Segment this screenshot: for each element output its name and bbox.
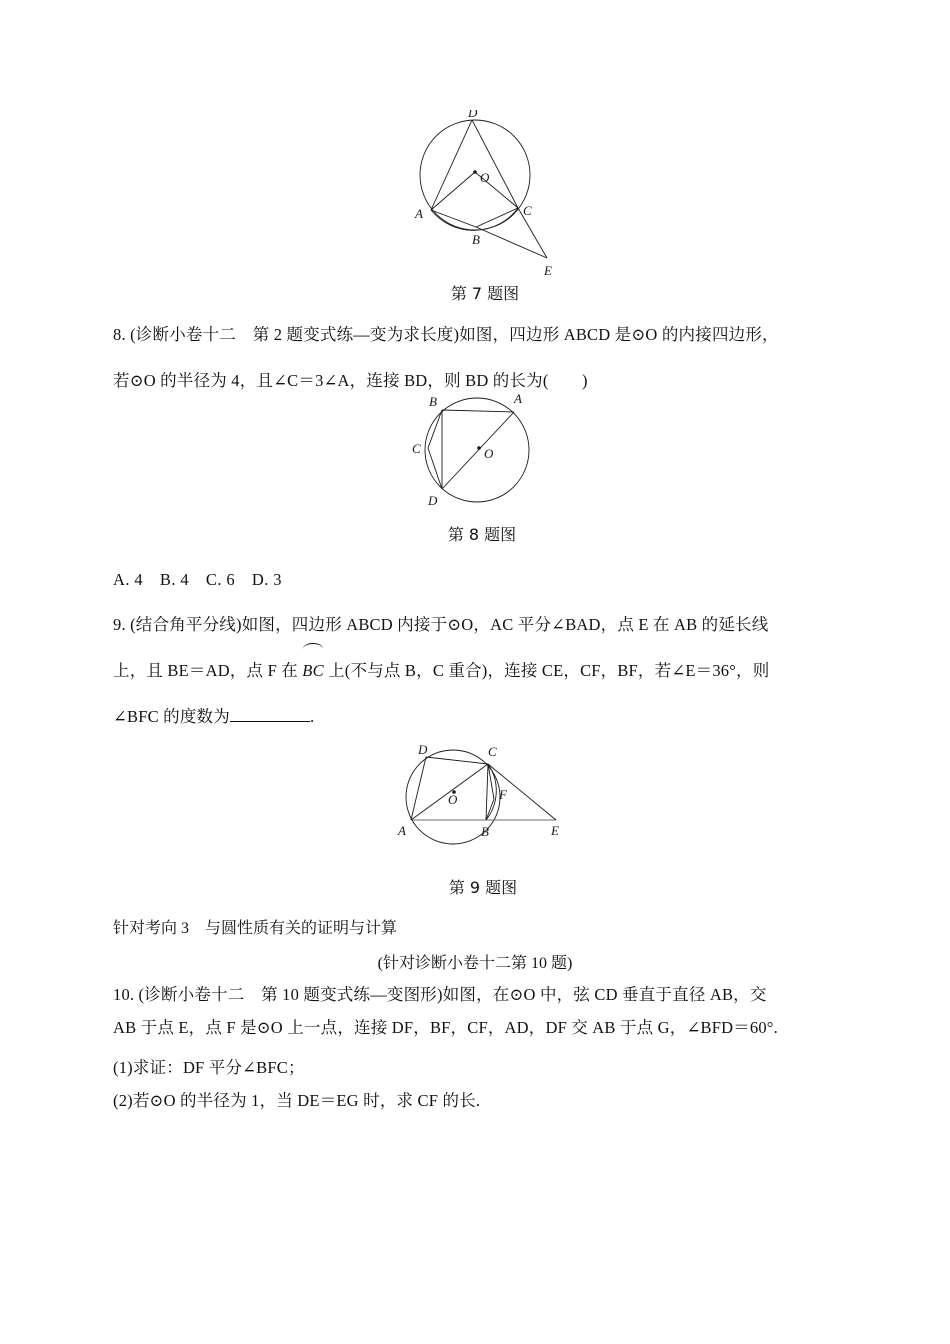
section-3-note: (针对诊断小卷十二第 10 题): [377, 955, 573, 972]
figure-8-label-D: D: [428, 493, 438, 508]
figure-9-drawing: [378, 742, 588, 857]
figure-9-label-B: B: [481, 824, 489, 839]
question-10-part-1: (1)求证：DF 平分∠BFC；: [113, 1058, 305, 1077]
figure-9: [378, 742, 588, 857]
figure-8-label-A: A: [514, 391, 522, 406]
question-8-line-1: 8. (诊断小卷十二 第 2 题变式练—变为求长度)如图，四边形 ABCD 是⊙O 的内接四边形，: [113, 325, 779, 344]
question-9-line-3-part-a: ∠BFC 的度数为: [113, 707, 230, 726]
question-10-line-2: AB 于点 E，点 F 是⊙O 上一点，连接 DF，BF，CF，AD，DF 交 AB 于点 G，∠BFD＝60°.: [113, 1018, 778, 1037]
figure-8: [392, 388, 572, 518]
figure-8-label-C: C: [412, 441, 421, 456]
question-10-line-1: 10. (诊断小卷十二 第 10 题变式练—变图形)如图，在⊙O 中，弦 CD 垂直于直径 AB，交: [113, 985, 767, 1004]
question-8-line-2: 若⊙O 的半径为 4，且∠C＝3∠A，连接 BD，则 BD 的长为( ): [113, 371, 588, 390]
question-10-part-2: (2)若⊙O 的半径为 1，当 DE＝EG 时，求 CF 的长.: [113, 1091, 481, 1110]
figure-8-caption: 第 8 题图: [447, 525, 517, 544]
figure-7-label-C: C: [523, 203, 532, 218]
question-9-line-2: [113, 648, 873, 694]
figure-7: [390, 110, 580, 285]
question-10-subparts: [113, 1051, 873, 1117]
figure-8-drawing: [392, 388, 572, 518]
figure-7-label-B: B: [472, 232, 480, 247]
figure-8-label-B: B: [429, 394, 437, 409]
figure-7-caption: 第 7 题图: [450, 284, 520, 303]
figure-9-label-O: O: [448, 792, 458, 807]
answer-blank[interactable]: [230, 707, 310, 722]
figure-8-label-O: O: [484, 446, 494, 461]
section-heading-3: 针对考向 3 与圆性质有关的证明与计算: [113, 920, 398, 937]
figure-9-label-C: C: [488, 744, 497, 759]
question-9-line-3-part-b: .: [309, 707, 315, 726]
question-9-line-3: [113, 694, 873, 740]
figure-7-label-E: E: [544, 263, 552, 278]
figure-7-label-O: O: [480, 170, 490, 185]
figure-9-label-A: A: [398, 823, 406, 838]
figure-9-caption: 第 9 题图: [448, 878, 518, 897]
figure-9-label-E: E: [551, 823, 559, 838]
question-9-text: [113, 602, 873, 740]
figure-7-label-A: A: [415, 206, 423, 221]
question-9-line-2-part-b: 上(不与点 B，C 重合)，连接 CE，CF，BF，若∠E＝36°，则: [323, 661, 770, 680]
question-9-line-2-part-a: 上，且 BE＝AD，点 F 在: [113, 661, 303, 680]
figure-7-label-D: D: [468, 110, 478, 120]
question-10-text: [113, 978, 873, 1044]
figure-7-drawing: [390, 110, 580, 285]
figure-9-label-D: D: [418, 742, 428, 757]
figure-9-label-F: F: [499, 787, 507, 802]
question-8-options: A. 4 B. 4 C. 6 D. 3: [113, 570, 282, 589]
question-9-line-1: 9. (结合角平分线)如图，四边形 ABCD 内接于⊙O，AC 平分∠BAD，点 E 在 AB 的延长线: [113, 615, 769, 634]
arc-bc-label: BC: [302, 648, 323, 694]
